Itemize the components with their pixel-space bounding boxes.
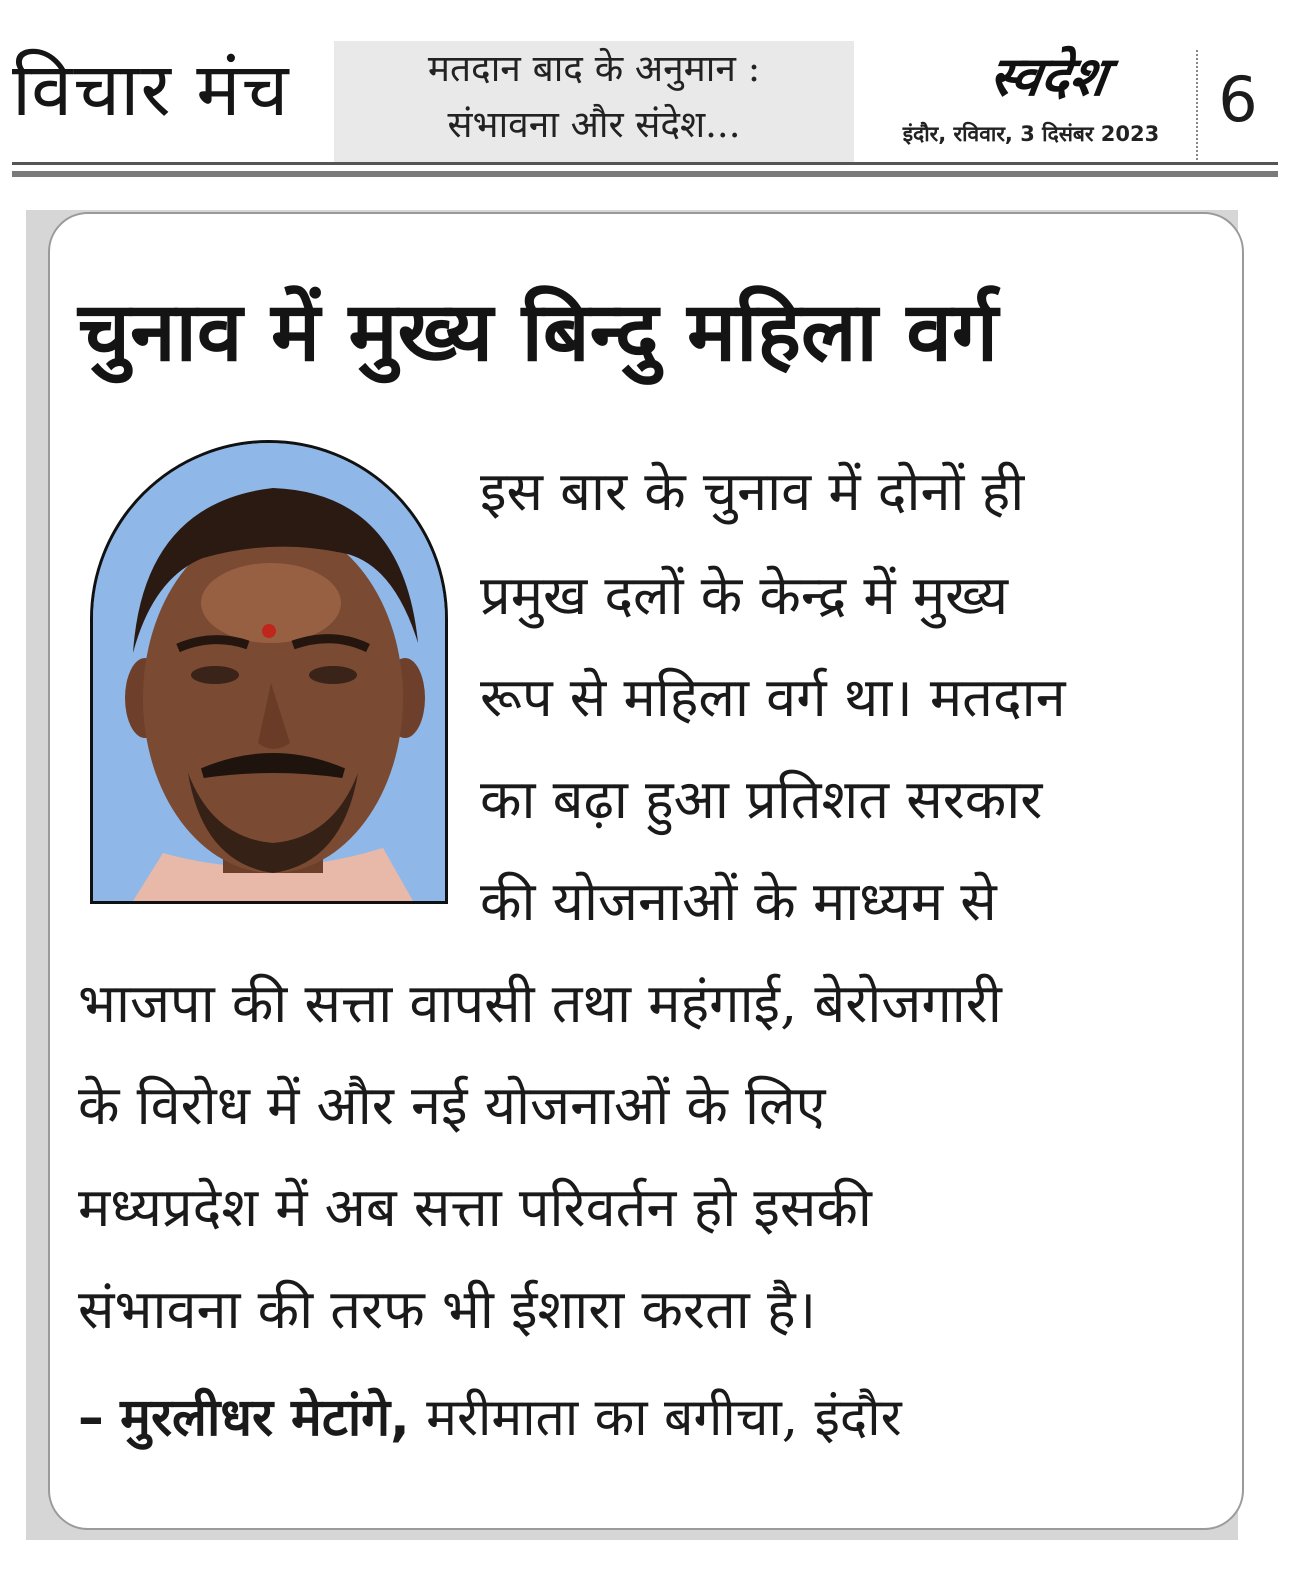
body-line-1: [480, 440, 1216, 544]
body-line-6-text: भाजपा की सत्ता वापसी तथा महंगाई, बेरोजगारी: [78, 972, 1002, 1035]
body-line-2-text: प्रमुख दलों के केन्द्र में मुख्य: [480, 564, 1009, 627]
body-line-7: [78, 1054, 1218, 1158]
body-line-9-text: संभावना की तरफ भी ईशारा करता है।: [78, 1278, 817, 1341]
body-line-7-text: के विरोध में और नई योजनाओं के लिए: [78, 1074, 826, 1137]
body-line-4-text: का बढ़ा हुआ प्रतिशत सरकार: [480, 768, 1043, 831]
body-line-6: [78, 952, 1218, 1056]
body-line-3-text: रूप से महिला वर्ग था। मतदान: [480, 666, 1066, 729]
body-line-1-text: इस बार के चुनाव में दोनों ही: [480, 460, 1025, 523]
body-line-9: [78, 1258, 1218, 1362]
author-location: मरीमाता का बगीचा, इंदौर: [426, 1388, 902, 1448]
newspaper-logo: स्वदेश: [985, 45, 1111, 108]
author-photo: [90, 440, 448, 904]
portrait-illustration: [93, 443, 445, 901]
topic-banner: [334, 41, 854, 163]
header-rule-thick: [12, 171, 1278, 177]
header-rule: [12, 162, 1278, 165]
section-title: विचार मंच: [12, 47, 290, 133]
header-divider: [1196, 50, 1198, 160]
author-name: मुरलीधर मेटांगे,: [120, 1388, 410, 1448]
signature: [78, 1370, 1228, 1466]
article-headline: चुनाव में मुख्य बिन्दु महिला वर्ग: [78, 285, 999, 380]
page-header: [0, 0, 1290, 180]
body-line-8-text: मध्यप्रदेश में अब सत्ता परिवर्तन हो इसकी: [78, 1176, 872, 1239]
page-number: 6: [1218, 63, 1258, 136]
body-line-5-text: की योजनाओं के माध्यम से: [480, 870, 997, 933]
topic-line-2: संभावना और संदेश...: [447, 103, 741, 146]
body-line-5: [480, 850, 1216, 954]
body-line-3: [480, 646, 1216, 750]
body-line-8: [78, 1156, 1218, 1260]
body-line-4: [480, 748, 1216, 852]
topic-line-1: मतदान बाद के अनुमान :: [427, 47, 761, 90]
dateline: इंदौर, रविवार, 3 दिसंबर 2023: [902, 122, 1160, 146]
signature-dash: –: [78, 1388, 104, 1448]
masthead: [880, 44, 1180, 160]
body-line-2: [480, 544, 1216, 648]
